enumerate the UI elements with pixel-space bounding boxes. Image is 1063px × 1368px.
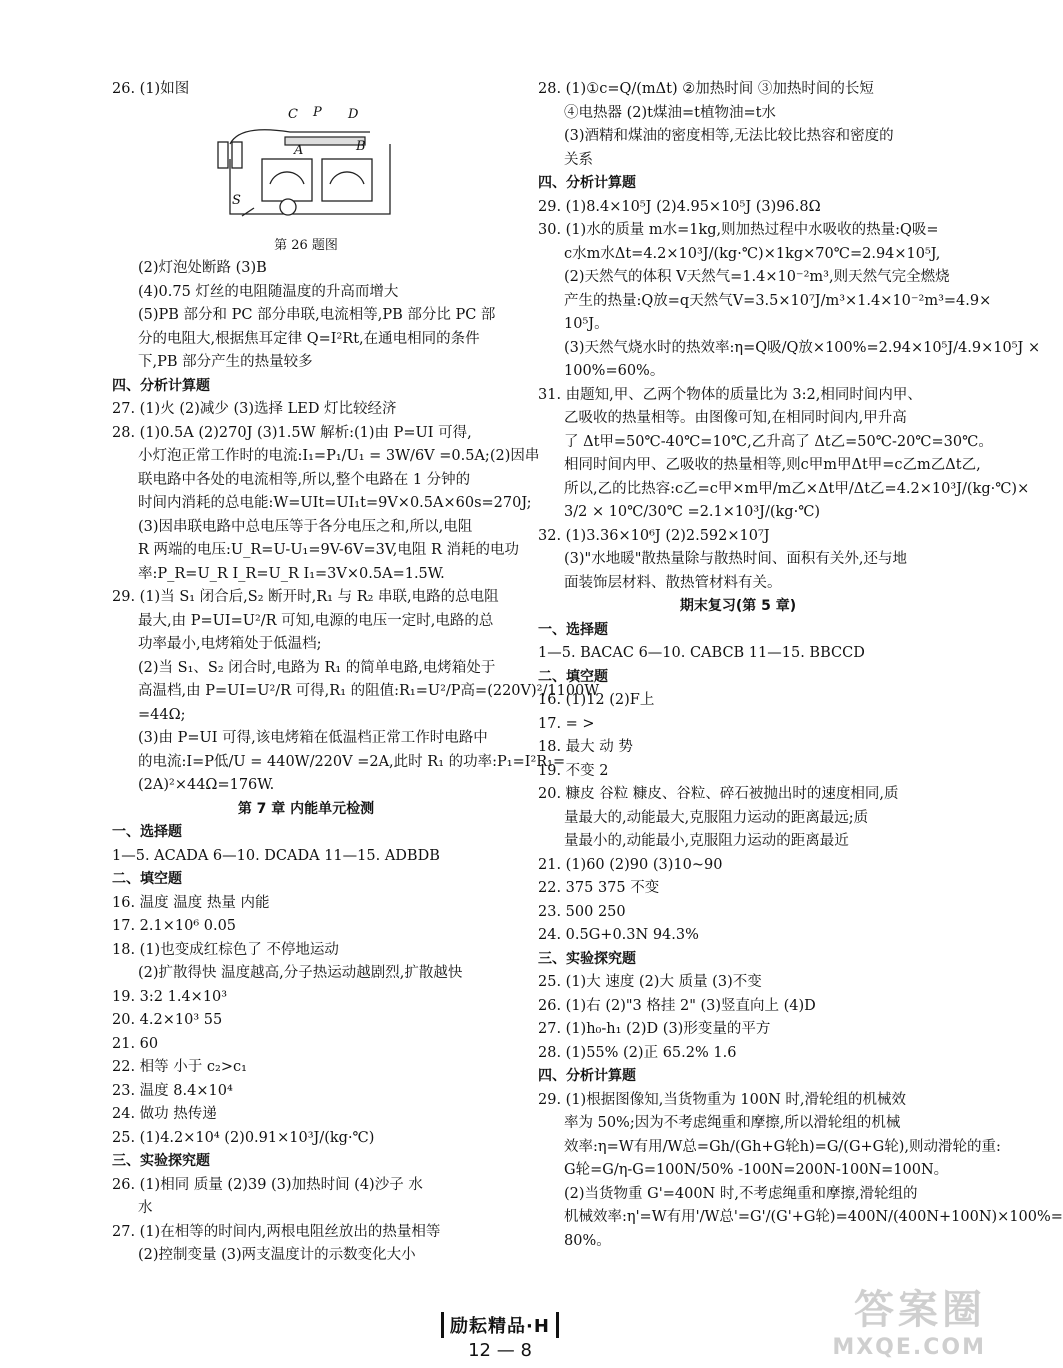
answer-line: 18. (1)也变成红棕色了 不停地运动 xyxy=(112,941,339,958)
answer-line: 10⁵J。 xyxy=(564,316,609,332)
answer-line: 23. 温度 8.4×10⁴ xyxy=(112,1082,233,1099)
section-heading: 三、实验探究题 xyxy=(538,950,636,967)
answer-line: (2)控制变量 (3)两支温度计的示数变化大小 xyxy=(138,1247,416,1263)
answer-line: =44Ω; xyxy=(138,706,186,723)
answer-line: (2A)²×44Ω=176W. xyxy=(138,777,275,793)
answer-line: 高温档,由 P=UI=U²/R 可得,R₁ 的阻值:R₁=U²/P高=(220V)²/1100W xyxy=(138,683,600,699)
answer-line: R 两端的电压:U_R=U-U₁=9V-6V=3V,电阻 R 消耗的电功 xyxy=(138,542,520,558)
section-heading: 一、选择题 xyxy=(538,621,608,638)
brand-logo: 励耘精品·H xyxy=(441,1312,559,1338)
answer-line: 水 xyxy=(138,1200,153,1216)
answer-line: 16. (1)12 (2)F上 xyxy=(538,692,655,708)
answer-line: 23. 500 250 xyxy=(538,903,626,920)
answer-line: (5)PB 部分和 PC 部分串联,电流相等,PB 部分比 PC 部 xyxy=(138,307,496,323)
answer-line: 25. (1)大 速度 (2)大 质量 (3)不变 xyxy=(538,974,762,990)
answer-line: 所以,乙的比热容:c乙=c甲×m甲/m乙×Δt甲/Δt乙=4.2×10³J/(kg·℃)× xyxy=(564,480,1030,497)
answer-line: G轮=G/η-G=100N/50% -100N=200N-100N=100N。 xyxy=(564,1162,949,1178)
answer-line: 17. 2.1×10⁶ 0.05 xyxy=(112,918,237,934)
answer-line: 26. (1)右 (2)"3 格挂 2" (3)竖直向上 (4)D xyxy=(538,997,816,1014)
answer-line: (2)扩散得快 温度越高,分子热运动越剧烈,扩散越快 xyxy=(138,965,463,981)
section-heading: 一、选择题 xyxy=(112,824,182,840)
answer-line: (2)当货物重 G'=400N 时,不考虑绳重和摩擦,滑轮组的 xyxy=(564,1185,918,1202)
answer-line: 量最小的,动能最小,克服阻力运动的距离最近 xyxy=(564,833,849,849)
answer-line: 关系 xyxy=(564,151,593,168)
battery-cell xyxy=(218,142,228,168)
answer-line: 的电流:I=P低/U = 440W/220V =2A,此时 R₁ 的功率:P₁=I²R₁= xyxy=(138,753,566,770)
section-heading: 二、填空题 xyxy=(112,871,182,887)
answer-line: 29. (1)当 S₁ 闭合后,S₂ 断开时,R₁ 与 R₂ 串联,电路的总电阻 xyxy=(112,589,499,605)
answer-line: 1—5. BACAC 6—10. CABCB 11—15. BBCCD xyxy=(538,645,865,661)
answer-line: 28. (1)①c=Q/(mΔt) ②加热时间 ③加热时间的长短 xyxy=(538,81,874,97)
figure-label: B xyxy=(356,138,366,154)
answer-line: 1—5. ACADA 6—10. DCADA 11—15. ADBDB xyxy=(112,847,440,864)
answer-line: 18. 最大 动 势 xyxy=(538,739,633,755)
answer-line: 24. 0.5G+0.3N 94.3% xyxy=(538,927,699,943)
answer-line: 20. 糠皮 谷粒 糠皮、谷粒、碎石被抛出时的速度相同,质 xyxy=(538,786,899,802)
answer-line: 22. 相等 小于 c₂>c₁ xyxy=(112,1059,247,1075)
answer-line: 26. (1)如图 xyxy=(112,81,190,97)
answer-line: 3/2 × 10℃/30℃ =2.1×10³J/(kg·℃) xyxy=(564,504,821,520)
figure-label: C xyxy=(288,106,298,122)
switch xyxy=(242,208,254,216)
right-column xyxy=(538,78,1063,1253)
answer-line: ④电热器 (2)t煤油=t植物油=t水 xyxy=(564,104,776,121)
answer-line: (3)"水地暖"散热量除与散热时间、面积有关外,还与地 xyxy=(564,551,907,567)
answer-line: 31. 由题知,甲、乙两个物体的质量比为 3:2,相同时间内甲、 xyxy=(538,386,922,403)
answer-line: 小灯泡正常工作时的电流:I₁=P₁/U₁ = 3W/6V =0.5A;(2)因串 xyxy=(138,448,540,464)
voltmeter xyxy=(322,159,372,201)
answer-line: 28. (1)0.5A (2)270J (3)1.5W 解析:(1)由 P=UI 可得, xyxy=(112,424,472,441)
answer-line: 80%。 xyxy=(564,1232,611,1249)
answer-line: 联电路中各处的电流相等,所以,整个电路在 1 分钟的 xyxy=(138,471,471,488)
answer-line: 28. (1)55% (2)正 65.2% 1.6 xyxy=(538,1044,737,1061)
figure-caption: 第 26 题图 xyxy=(274,237,338,253)
answer-line: (3)酒精和煤油的密度相等,无法比较比热容和密度的 xyxy=(564,128,894,144)
answer-line: 100%=60%。 xyxy=(564,363,665,379)
answer-line: 22. 375 375 不变 xyxy=(538,880,660,896)
section-heading: 三、实验探究题 xyxy=(112,1153,210,1169)
figure-label: P xyxy=(313,104,322,120)
answer-line: 26. (1)相同 质量 (2)39 (3)加热时间 (4)沙子 水 xyxy=(112,1176,423,1193)
answer-line: (2)当 S₁、S₂ 闭合时,电路为 R₁ 的简单电路,电烤箱处于 xyxy=(138,659,496,676)
answer-line: 量最大的,动能最大,克服阻力运动的距离最远;质 xyxy=(564,809,869,826)
answer-line: 27. (1)火 (2)减少 (3)选择 LED 灯比较经济 xyxy=(112,401,397,417)
answer-line: c水m水Δt=4.2×10³J/(kg·℃)×1kg×70℃=2.94×10⁵J, xyxy=(564,245,941,262)
answer-line: (2)灯泡处断路 (3)B xyxy=(138,260,267,276)
answer-line: 29. (1)8.4×10⁵J (2)4.95×10⁵J (3)96.8Ω xyxy=(538,198,821,215)
answer-line: 19. 不变 2 xyxy=(538,762,609,779)
answer-line: 30. (1)水的质量 m水=1kg,则加热过程中水吸收的热量:Q吸= xyxy=(538,222,939,238)
section-heading: 四、分析计算题 xyxy=(538,175,636,191)
answer-line: 32. (1)3.36×10⁶J (2)2.592×10⁷J xyxy=(538,527,770,544)
figure xyxy=(210,104,410,234)
answer-line: (3)天然气烧水时的热效率:η=Q吸/Q放×100%=2.94×10⁵J/4.9×10⁵J × xyxy=(564,339,1041,356)
answer-line: 率为 50%;因为不考虑绳重和摩擦,所以滑轮组的机械 xyxy=(564,1115,901,1131)
answer-line: (4)0.75 灯丝的电阻随温度的升高而增大 xyxy=(138,283,399,300)
answer-line: 19. 3:2 1.4×10³ xyxy=(112,988,228,1005)
ammeter xyxy=(262,159,312,201)
page-number: 12 — 8 xyxy=(468,1340,532,1361)
answer-line: 27. (1)在相等的时间内,两根电阻丝放出的热量相等 xyxy=(112,1223,441,1240)
answer-line: 25. (1)4.2×10⁴ (2)0.91×10³J/(kg·℃) xyxy=(112,1129,375,1146)
answer-line: 产生的热量:Q放=q天然气V=3.5×10⁷J/m³×1.4×10⁻²m³=4.9× xyxy=(564,292,992,309)
answer-line: (3)因串联电路中总电压等于各分电压之和,所以,电阻 xyxy=(138,518,473,535)
answer-line: 机械效率:η'=W有用'/W总'=G'/(G'+G轮)=400N/(400N+100N)×100%= xyxy=(564,1209,1063,1225)
answer-line: 27. (1)h₀-h₁ (2)D (3)形变量的平方 xyxy=(538,1021,771,1037)
section-heading: 二、填空题 xyxy=(538,668,608,685)
answer-line: 相同时间内甲、乙吸收的热量相等,则c甲m甲Δt甲=c乙m乙Δt乙, xyxy=(564,457,981,473)
answer-line: 了 Δt甲=50℃-40℃=10℃,乙升高了 Δt乙=50℃-20℃=30℃。 xyxy=(564,433,993,450)
bulb xyxy=(280,199,296,215)
answer-line: 16. 温度 温度 热量 内能 xyxy=(112,894,270,911)
answer-line: 17. = > xyxy=(538,715,595,732)
battery-cell xyxy=(232,142,242,168)
watermark-url: MXQE.COM xyxy=(832,1335,986,1360)
answer-line: 乙吸收的热量相等。由图像可知,在相同时间内,甲升高 xyxy=(564,410,907,426)
answer-line: 效率:η=W有用/W总=Gh/(Gh+G轮h)=G/(G+G轮),则动滑轮的重: xyxy=(564,1138,1001,1155)
chapter-heading: 期末复习(第 5 章) xyxy=(679,598,797,614)
figure-label: S xyxy=(232,192,241,208)
chapter-heading: 第 7 章 内能单元检测 xyxy=(237,800,375,817)
section-heading: 四、分析计算题 xyxy=(112,377,210,394)
answer-line: 时间内消耗的总电能:W=UIt=UI₁t=9V×0.5A×60s=270J; xyxy=(138,495,532,511)
answer-line: 最大,由 P=UI=U²/R 可知,电源的电压一定时,电路的总 xyxy=(138,612,494,629)
watermark-logo: 答案圈 xyxy=(854,1287,986,1333)
circuit-diagram xyxy=(210,104,410,234)
figure-label: A xyxy=(294,142,304,158)
answer-line: 29. (1)根据图像知,当货物重为 100N 时,滑轮组的机械效 xyxy=(538,1091,907,1108)
answer-line: 21. (1)60 (2)90 (3)10~90 xyxy=(538,856,723,873)
answer-line: 率:P_R=U_R I_R=U_R I₁=3V×0.5A=1.5W. xyxy=(138,565,445,582)
answer-line: 24. 做功 热传递 xyxy=(112,1106,217,1122)
answer-line: (3)由 P=UI 可得,该电烤箱在低温档正常工作时电路中 xyxy=(138,730,488,746)
figure-label: D xyxy=(348,106,359,122)
answer-line: 21. 60 xyxy=(112,1035,159,1052)
answer-line: 下,PB 部分产生的热量较多 xyxy=(138,354,313,370)
answer-line: 分的电阻大,根据焦耳定律 Q=I²Rt,在通电相同的条件 xyxy=(138,330,480,347)
answer-line: (2)天然气的体积 V天然气=1.4×10⁻²m³,则天然气完全燃烧 xyxy=(564,269,950,285)
answer-line: 功率最小,电烤箱处于低温档; xyxy=(138,636,322,652)
answer-line: 面装饰层材料、散热管材料有关。 xyxy=(564,574,782,591)
section-heading: 四、分析计算题 xyxy=(538,1068,636,1084)
watermark xyxy=(832,1278,986,1360)
answer-line: 20. 4.2×10³ 55 xyxy=(112,1012,223,1028)
